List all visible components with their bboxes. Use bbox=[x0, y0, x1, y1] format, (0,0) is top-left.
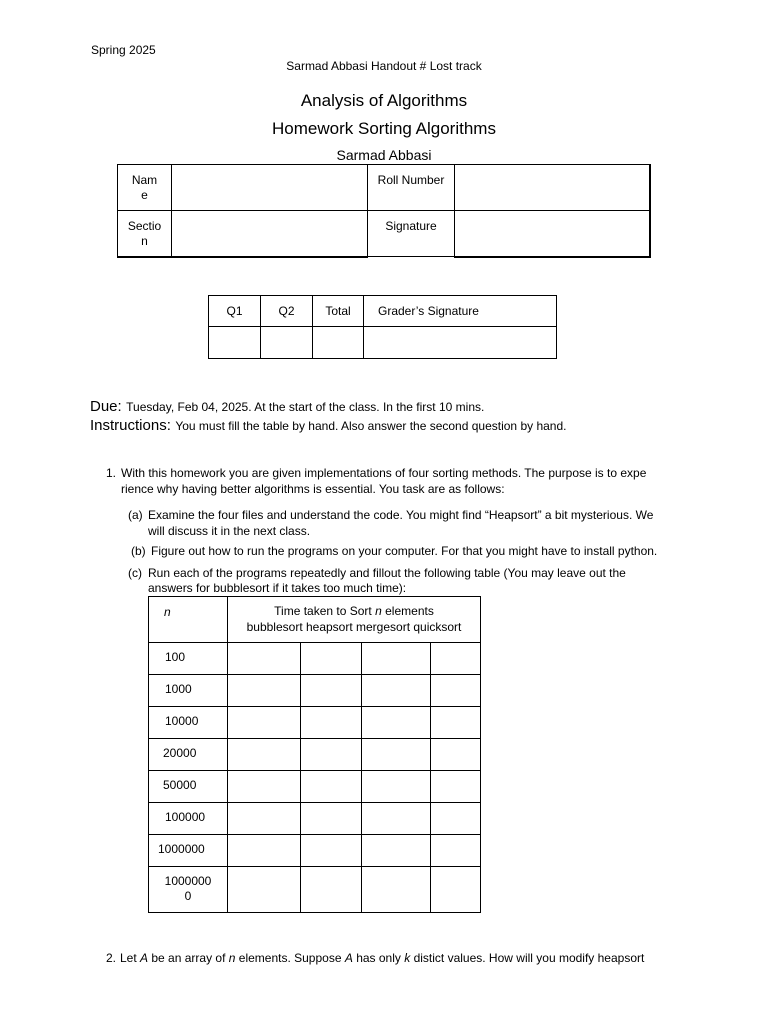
n-value: 1000 bbox=[165, 682, 192, 696]
time-header-cell bbox=[228, 597, 481, 643]
grader-header bbox=[364, 296, 557, 327]
bubblesort-cell[interactable] bbox=[228, 803, 301, 835]
due-label: Due: bbox=[90, 398, 122, 415]
bubblesort-cell[interactable] bbox=[228, 707, 301, 739]
heapsort-cell[interactable] bbox=[301, 835, 362, 867]
section-label-cell bbox=[118, 211, 172, 257]
q2-text-part: be an array of bbox=[148, 951, 229, 965]
table-row bbox=[149, 835, 481, 867]
n-value-cell bbox=[149, 675, 228, 707]
q1-header bbox=[209, 296, 261, 327]
bubblesort-cell[interactable] bbox=[228, 643, 301, 675]
heapsort-cell[interactable] bbox=[301, 771, 362, 803]
q1b-label: (b) bbox=[131, 544, 146, 558]
n-value-cell bbox=[149, 835, 228, 867]
q1-text-line2: rience why having better algorithms is essential. You task are as follows: bbox=[121, 482, 505, 496]
heapsort-cell[interactable] bbox=[301, 675, 362, 707]
heapsort-cell[interactable] bbox=[301, 643, 362, 675]
instructions-label: Instructions: bbox=[90, 417, 171, 434]
n-value: 100 bbox=[165, 650, 186, 664]
timing-table bbox=[148, 596, 481, 913]
signature-field[interactable] bbox=[455, 211, 651, 257]
q1c-label: (c) bbox=[128, 566, 142, 580]
n-value: 20000 bbox=[163, 746, 197, 760]
quicksort-cell[interactable] bbox=[431, 739, 481, 771]
q1-text-line1: With this homework you are given implementations of four sorting methods. The purpose is to expe bbox=[121, 466, 647, 480]
heapsort-cell[interactable] bbox=[301, 739, 362, 771]
author-name: Sarmad Abbasi bbox=[336, 147, 432, 163]
q2-score-field[interactable] bbox=[261, 327, 313, 359]
name-label-cell bbox=[118, 165, 172, 211]
q1a-text-line2: will discuss it in the next class. bbox=[148, 524, 311, 538]
roll-number-label: Roll Number bbox=[377, 173, 445, 187]
n-header-cell bbox=[149, 597, 228, 643]
q1a-label: (a) bbox=[128, 508, 143, 522]
grader-signature-label: Grader’s Signature bbox=[378, 304, 479, 318]
n-value: 1000000 bbox=[158, 842, 205, 856]
n-value-cell bbox=[149, 739, 228, 771]
n-value: 100000 bbox=[165, 810, 206, 824]
quicksort-cell[interactable] bbox=[431, 867, 481, 913]
n-value-cell bbox=[149, 771, 228, 803]
quicksort-cell[interactable] bbox=[431, 643, 481, 675]
table-row bbox=[149, 771, 481, 803]
grader-signature-field[interactable] bbox=[364, 327, 557, 359]
heapsort-cell[interactable] bbox=[301, 867, 362, 913]
q1-label: Q1 bbox=[226, 304, 243, 318]
q1-number: 1. bbox=[106, 466, 117, 480]
quicksort-cell[interactable] bbox=[431, 675, 481, 707]
table-row bbox=[149, 739, 481, 771]
mergesort-cell[interactable] bbox=[362, 803, 431, 835]
signature-label-cell bbox=[368, 211, 455, 257]
q1b-text-line1: Figure out how to run the programs on your computer. For that you might have to install python. bbox=[151, 544, 658, 558]
q2-text bbox=[120, 951, 644, 966]
due-text: Tuesday, Feb 04, 2025. At the start of the class. In the first 10 mins. bbox=[126, 400, 485, 414]
q1c-text-line2: answers for bubblesort if it takes too much time): bbox=[148, 581, 407, 595]
bubblesort-cell[interactable] bbox=[228, 771, 301, 803]
instructions-text: You must fill the table by hand. Also answer the second question by hand. bbox=[175, 419, 567, 433]
mergesort-cell[interactable] bbox=[362, 867, 431, 913]
quicksort-cell[interactable] bbox=[431, 803, 481, 835]
mergesort-cell[interactable] bbox=[362, 835, 431, 867]
q2-var-n: n bbox=[228, 951, 236, 965]
table-row bbox=[149, 803, 481, 835]
q2-number: 2. bbox=[106, 951, 117, 965]
total-label: Total bbox=[325, 304, 351, 318]
term-label: Spring 2025 bbox=[91, 43, 156, 57]
total-score-field[interactable] bbox=[313, 327, 364, 359]
homework-title: Homework Sorting Algorithms bbox=[272, 119, 496, 138]
mergesort-cell[interactable] bbox=[362, 643, 431, 675]
instructions-line bbox=[90, 417, 566, 435]
quicksort-cell[interactable] bbox=[431, 771, 481, 803]
n-value-cell bbox=[149, 803, 228, 835]
q2-var-k: k bbox=[404, 951, 411, 965]
q2-var-a: A bbox=[344, 951, 353, 965]
n-value-cell bbox=[149, 867, 228, 913]
due-line bbox=[90, 398, 484, 416]
bubblesort-cell[interactable] bbox=[228, 867, 301, 913]
name-label-line1: Nam bbox=[131, 173, 158, 187]
name-label-line2: e bbox=[141, 188, 148, 202]
n-value: 10000 bbox=[165, 714, 199, 728]
bubblesort-cell[interactable] bbox=[228, 739, 301, 771]
signature-label: Signature bbox=[385, 219, 437, 233]
name-field[interactable] bbox=[172, 165, 368, 211]
table-row bbox=[149, 867, 481, 913]
bubblesort-cell[interactable] bbox=[228, 675, 301, 707]
section-label-line1: Sectio bbox=[127, 219, 162, 233]
n-value-cell bbox=[149, 707, 228, 739]
q1c-text-line1: Run each of the programs repeatedly and fillout the following table (You may leave out the bbox=[148, 566, 626, 580]
grade-table bbox=[208, 295, 557, 359]
q1a-text-line1: Examine the four files and understand the code. You might find “Heapsort” a bit mysterious. We bbox=[148, 508, 654, 522]
n-value-cell bbox=[149, 643, 228, 675]
table-row bbox=[149, 643, 481, 675]
table-row bbox=[149, 707, 481, 739]
q2-label: Q2 bbox=[278, 304, 295, 318]
time-header-text-a: Time taken to Sort bbox=[274, 604, 376, 618]
table-row bbox=[149, 675, 481, 707]
section-field[interactable] bbox=[172, 211, 368, 257]
n-value-line2: 0 bbox=[184, 889, 192, 903]
heapsort-cell[interactable] bbox=[301, 707, 362, 739]
q2-text-part: Let bbox=[120, 951, 141, 965]
q2-text-part: has only bbox=[352, 951, 405, 965]
heapsort-cell[interactable] bbox=[301, 803, 362, 835]
bubblesort-cell[interactable] bbox=[228, 835, 301, 867]
q2-header bbox=[261, 296, 313, 327]
mergesort-cell[interactable] bbox=[362, 707, 431, 739]
mergesort-cell[interactable] bbox=[362, 739, 431, 771]
q2-text-part: elements. Suppose bbox=[235, 951, 345, 965]
roll-number-field[interactable] bbox=[455, 165, 651, 211]
total-header bbox=[313, 296, 364, 327]
n-value-line1: 1000000 bbox=[164, 874, 212, 888]
mergesort-cell[interactable] bbox=[362, 675, 431, 707]
algorithm-names: bubblesort heapsort mergesort quicksort bbox=[246, 620, 462, 634]
n-header: n bbox=[164, 605, 171, 619]
time-header-n: n bbox=[375, 604, 382, 618]
handout-line: Sarmad Abbasi Handout # Lost track bbox=[286, 59, 482, 73]
q2-text-part: distict values. How will you modify heapsort bbox=[410, 951, 645, 965]
q1-score-field[interactable] bbox=[209, 327, 261, 359]
course-title: Analysis of Algorithms bbox=[300, 91, 468, 110]
roll-label-cell bbox=[368, 165, 455, 211]
n-value: 50000 bbox=[163, 778, 197, 792]
time-header-text-b: elements bbox=[381, 604, 434, 618]
quicksort-cell[interactable] bbox=[431, 835, 481, 867]
quicksort-cell[interactable] bbox=[431, 707, 481, 739]
section-label-line2: n bbox=[141, 234, 148, 248]
mergesort-cell[interactable] bbox=[362, 771, 431, 803]
q2-var-a: A bbox=[140, 951, 149, 965]
student-id-table bbox=[117, 164, 651, 258]
